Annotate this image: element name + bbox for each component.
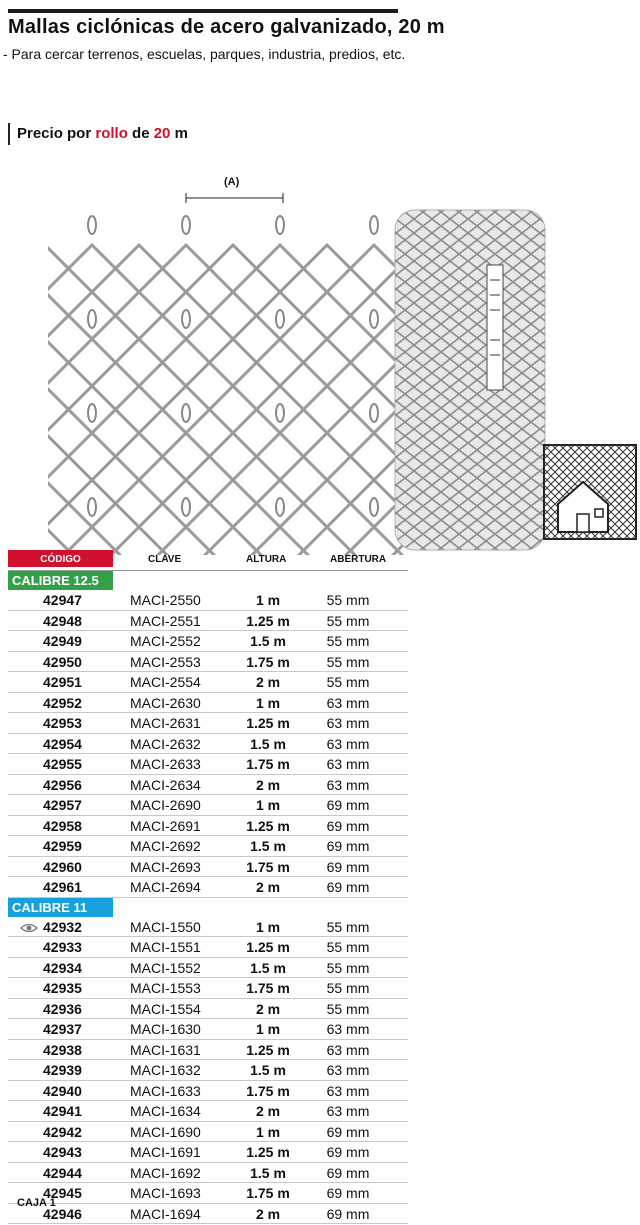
altura-cell: 2 m bbox=[255, 879, 281, 895]
altura-cell: 1 m bbox=[255, 592, 281, 608]
clave-cell: MACI-1552 bbox=[130, 959, 201, 976]
code-cell: 42954 bbox=[43, 735, 82, 752]
header-altura: ALTURA bbox=[246, 554, 287, 565]
code-cell: 42959 bbox=[43, 838, 82, 854]
eye-icon[interactable] bbox=[20, 923, 38, 933]
clave-cell: MACI-1693 bbox=[130, 1185, 201, 1201]
altura-cell: 1.75 m bbox=[246, 980, 290, 996]
altura-cell: 1.5 m bbox=[250, 1062, 286, 1078]
clave-cell: MACI-1553 bbox=[130, 980, 201, 996]
clave-cell: MACI-2692 bbox=[130, 838, 201, 854]
clave-cell: MACI-1632 bbox=[130, 1062, 201, 1078]
table-row bbox=[8, 1163, 408, 1184]
abertura-cell: 55 mm bbox=[326, 612, 370, 629]
price-prefix: Precio por bbox=[17, 125, 92, 142]
table-row bbox=[8, 958, 408, 979]
footer-caja: CAJA 1 bbox=[17, 1197, 56, 1209]
altura-cell: 1.75 m bbox=[246, 1185, 290, 1201]
code-cell: 42940 bbox=[43, 1082, 82, 1099]
table-row bbox=[8, 816, 408, 837]
abertura-cell: 69 mm bbox=[326, 797, 370, 813]
altura-cell: 1.75 m bbox=[246, 653, 290, 670]
table-row bbox=[8, 693, 408, 714]
abertura-cell: 55 mm bbox=[326, 633, 370, 649]
abertura-cell: 55 mm bbox=[326, 1000, 370, 1017]
abertura-cell: 63 mm bbox=[326, 1103, 370, 1119]
table-row bbox=[8, 754, 408, 775]
fence-house-icon bbox=[543, 444, 637, 540]
price-de: de bbox=[132, 125, 150, 142]
altura-cell: 2 m bbox=[255, 1000, 281, 1017]
abertura-cell: 69 mm bbox=[326, 1123, 370, 1140]
altura-cell: 1.25 m bbox=[246, 715, 290, 731]
clave-cell: MACI-2633 bbox=[130, 756, 201, 772]
clave-cell: MACI-1551 bbox=[130, 939, 201, 955]
clave-cell: MACI-2693 bbox=[130, 858, 201, 875]
header-abertura: ABERTURA bbox=[330, 554, 387, 565]
altura-cell: 1.25 m bbox=[246, 1041, 290, 1058]
table-row bbox=[8, 734, 408, 755]
code-cell: 42947 bbox=[43, 592, 82, 608]
chain-link-fence-illustration bbox=[0, 170, 560, 555]
clave-cell: MACI-2634 bbox=[130, 776, 201, 793]
altura-cell: 2 m bbox=[255, 674, 281, 690]
clave-cell: MACI-1631 bbox=[130, 1041, 201, 1058]
altura-cell: 1.25 m bbox=[246, 1144, 290, 1160]
code-cell: 42946 bbox=[43, 1205, 82, 1222]
code-cell: 42937 bbox=[43, 1021, 82, 1037]
header-codigo: CÓDIGO bbox=[8, 550, 113, 567]
table-row bbox=[8, 611, 408, 632]
clave-cell: MACI-1550 bbox=[130, 918, 201, 935]
clave-cell: MACI-1690 bbox=[130, 1123, 201, 1140]
abertura-cell: 63 mm bbox=[326, 1062, 370, 1078]
price-num: 20 bbox=[153, 125, 171, 142]
table-row bbox=[8, 1204, 408, 1225]
section-label: CALIBRE 11 bbox=[8, 898, 113, 917]
altura-cell: 1 m bbox=[255, 1021, 281, 1037]
abertura-cell: 69 mm bbox=[326, 858, 370, 875]
code-cell: 42952 bbox=[43, 694, 82, 711]
abertura-cell: 55 mm bbox=[326, 980, 370, 996]
table-row bbox=[8, 937, 408, 958]
table-row bbox=[8, 1183, 408, 1204]
abertura-cell: 69 mm bbox=[326, 838, 370, 854]
clave-cell: MACI-2691 bbox=[130, 817, 201, 834]
abertura-cell: 63 mm bbox=[326, 756, 370, 772]
altura-cell: 2 m bbox=[255, 1205, 281, 1222]
section-header bbox=[8, 898, 408, 917]
clave-cell: MACI-2550 bbox=[130, 592, 201, 608]
altura-cell: 1.5 m bbox=[250, 959, 286, 976]
code-cell: 42943 bbox=[43, 1144, 82, 1160]
altura-cell: 1.5 m bbox=[250, 1164, 286, 1181]
section-header bbox=[8, 571, 408, 590]
table-row bbox=[8, 1040, 408, 1061]
clave-cell: MACI-2631 bbox=[130, 715, 201, 731]
abertura-cell: 63 mm bbox=[326, 1082, 370, 1099]
altura-cell: 1 m bbox=[255, 797, 281, 813]
abertura-cell: 63 mm bbox=[326, 1021, 370, 1037]
altura-cell: 1 m bbox=[255, 1123, 281, 1140]
table-row bbox=[8, 1101, 408, 1122]
code-cell: 42960 bbox=[43, 858, 82, 875]
abertura-cell: 55 mm bbox=[326, 653, 370, 670]
abertura-cell: 69 mm bbox=[326, 1205, 370, 1222]
code-cell: 42961 bbox=[43, 879, 82, 895]
altura-cell: 1.75 m bbox=[246, 1082, 290, 1099]
abertura-cell: 69 mm bbox=[326, 1164, 370, 1181]
price-note bbox=[8, 123, 188, 145]
clave-cell: MACI-2630 bbox=[130, 694, 201, 711]
table-row bbox=[8, 713, 408, 734]
abertura-cell: 55 mm bbox=[326, 939, 370, 955]
header-clave: CLAVE bbox=[148, 554, 182, 565]
code-cell: 42942 bbox=[43, 1123, 82, 1140]
code-cell: 42945 bbox=[43, 1185, 82, 1201]
code-cell: 42934 bbox=[43, 959, 82, 976]
clave-cell: MACI-1692 bbox=[130, 1164, 201, 1181]
code-cell: 42939 bbox=[43, 1062, 82, 1078]
code-cell: 42935 bbox=[43, 980, 82, 996]
clave-cell: MACI-2554 bbox=[130, 674, 201, 690]
table-row bbox=[8, 1142, 408, 1163]
code-cell: 42953 bbox=[43, 715, 82, 731]
clave-cell: MACI-2694 bbox=[130, 879, 201, 895]
code-cell: 42932 bbox=[43, 918, 82, 935]
clave-cell: MACI-2551 bbox=[130, 612, 201, 629]
altura-cell: 2 m bbox=[255, 776, 281, 793]
table-row bbox=[8, 857, 408, 878]
section-label: CALIBRE 12.5 bbox=[8, 571, 113, 590]
altura-cell: 1.25 m bbox=[246, 939, 290, 955]
clave-cell: MACI-1694 bbox=[130, 1205, 201, 1222]
abertura-cell: 69 mm bbox=[326, 879, 370, 895]
table-row bbox=[8, 775, 408, 796]
table-row bbox=[8, 652, 408, 673]
abertura-cell: 55 mm bbox=[326, 592, 370, 608]
abertura-cell: 63 mm bbox=[326, 735, 370, 752]
abertura-cell: 55 mm bbox=[326, 959, 370, 976]
page-subtitle: - Para cercar terrenos, escuelas, parques, industria, predios, etc. bbox=[3, 46, 406, 62]
clave-cell: MACI-2552 bbox=[130, 633, 201, 649]
altura-cell: 2 m bbox=[255, 1103, 281, 1119]
table-row bbox=[8, 795, 408, 816]
abertura-cell: 63 mm bbox=[326, 1041, 370, 1058]
abertura-cell: 55 mm bbox=[326, 674, 370, 690]
clave-cell: MACI-2553 bbox=[130, 653, 201, 670]
altura-cell: 1.5 m bbox=[250, 838, 286, 854]
table-row bbox=[8, 590, 408, 611]
code-cell: 42948 bbox=[43, 612, 82, 629]
dimension-label: (A) bbox=[224, 176, 240, 188]
code-cell: 42936 bbox=[43, 1000, 82, 1017]
table-row bbox=[8, 1019, 408, 1040]
product-table bbox=[8, 550, 408, 1224]
table-row bbox=[8, 877, 408, 898]
clave-cell: MACI-1633 bbox=[130, 1082, 201, 1099]
code-cell: 42938 bbox=[43, 1041, 82, 1058]
code-cell: 42944 bbox=[43, 1164, 82, 1181]
clave-cell: MACI-2690 bbox=[130, 797, 201, 813]
code-cell: 42956 bbox=[43, 776, 82, 793]
code-cell: 42949 bbox=[43, 633, 82, 649]
altura-cell: 1.75 m bbox=[246, 756, 290, 772]
altura-cell: 1.5 m bbox=[250, 633, 286, 649]
altura-cell: 1.75 m bbox=[246, 858, 290, 875]
abertura-cell: 63 mm bbox=[326, 776, 370, 793]
code-cell: 42941 bbox=[43, 1103, 82, 1119]
table-row bbox=[8, 631, 408, 652]
abertura-cell: 69 mm bbox=[326, 817, 370, 834]
altura-cell: 1.25 m bbox=[246, 817, 290, 834]
table-row bbox=[8, 1081, 408, 1102]
code-cell: 42950 bbox=[43, 653, 82, 670]
top-rule bbox=[8, 9, 398, 13]
table-header bbox=[8, 550, 408, 571]
abertura-cell: 55 mm bbox=[326, 918, 370, 935]
clave-cell: MACI-1554 bbox=[130, 1000, 201, 1017]
table-row bbox=[8, 917, 408, 938]
clave-cell: MACI-1634 bbox=[130, 1103, 201, 1119]
price-rollo: rollo bbox=[95, 125, 128, 142]
code-cell: 42958 bbox=[43, 817, 82, 834]
clave-cell: MACI-2632 bbox=[130, 735, 201, 752]
altura-cell: 1 m bbox=[255, 694, 281, 711]
table-row bbox=[8, 978, 408, 999]
abertura-cell: 63 mm bbox=[326, 715, 370, 731]
altura-cell: 1.5 m bbox=[250, 735, 286, 752]
abertura-cell: 69 mm bbox=[326, 1144, 370, 1160]
code-cell: 42955 bbox=[43, 756, 82, 772]
page-title: Mallas ciclónicas de acero galvanizado, 20 m bbox=[8, 16, 445, 38]
table-row bbox=[8, 836, 408, 857]
abertura-cell: 69 mm bbox=[326, 1185, 370, 1201]
table-row bbox=[8, 1060, 408, 1081]
abertura-cell: 63 mm bbox=[326, 694, 370, 711]
altura-cell: 1.25 m bbox=[246, 612, 290, 629]
table-row bbox=[8, 999, 408, 1020]
clave-cell: MACI-1691 bbox=[130, 1144, 201, 1160]
altura-cell: 1 m bbox=[255, 918, 281, 935]
clave-cell: MACI-1630 bbox=[130, 1021, 201, 1037]
code-cell: 42933 bbox=[43, 939, 82, 955]
code-cell: 42951 bbox=[43, 674, 82, 690]
code-cell: 42957 bbox=[43, 797, 82, 813]
table-row bbox=[8, 672, 408, 693]
table-row bbox=[8, 1122, 408, 1143]
price-unit: m bbox=[174, 125, 188, 142]
